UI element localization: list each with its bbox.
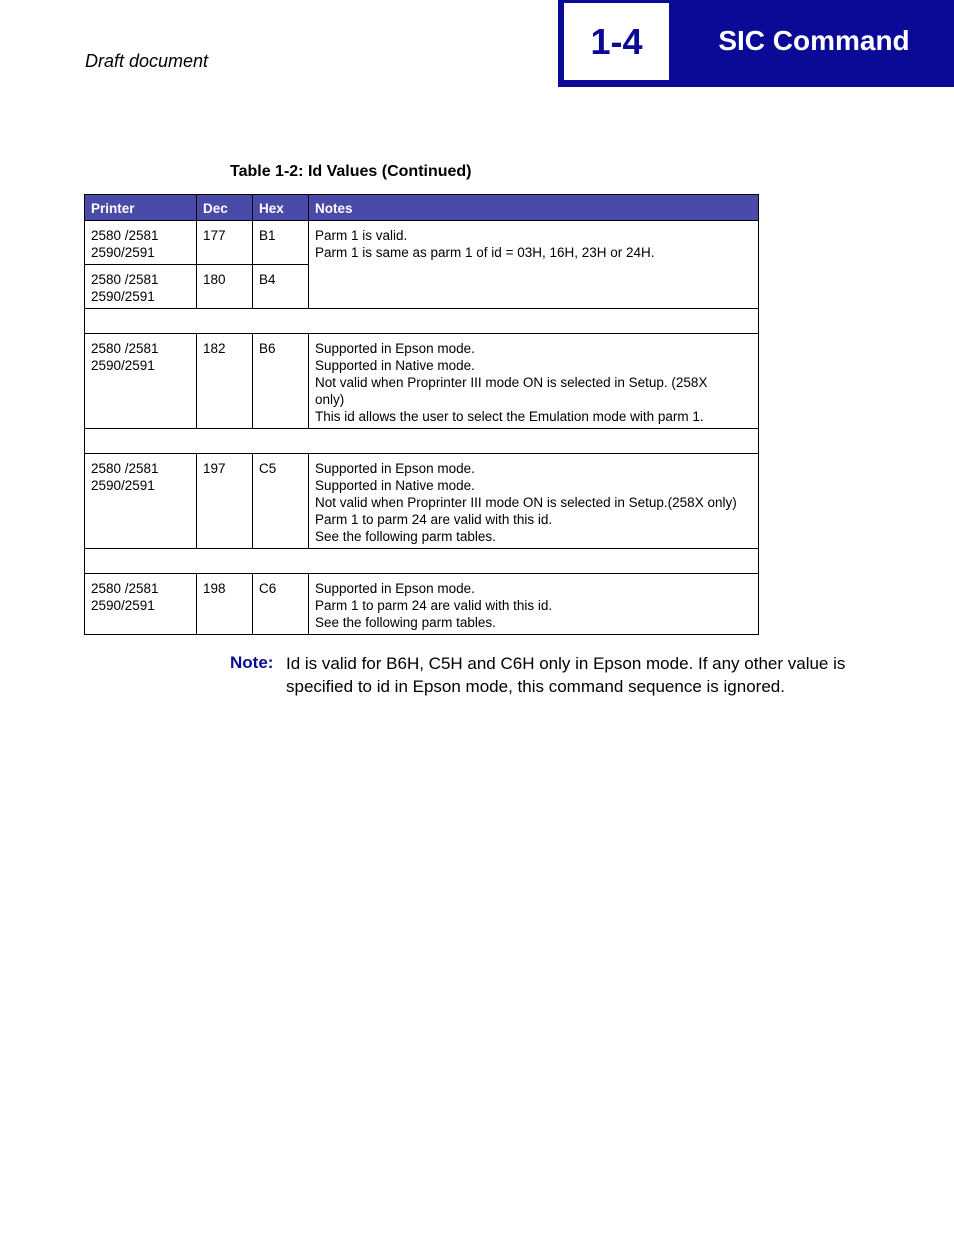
hex-cell: B1 [253, 221, 309, 265]
printer-line: 2580 /2581 [91, 461, 159, 476]
notes-cell [309, 334, 759, 429]
printer-line: 2590/2591 [91, 598, 155, 613]
spacer-cell [85, 429, 759, 454]
notes-line: Parm 1 to parm 24 are valid with this id. [315, 512, 553, 527]
notes-line: only) [315, 392, 345, 407]
hex-cell: B6 [253, 334, 309, 429]
printer-line: 2590/2591 [91, 478, 155, 493]
table-row [85, 454, 759, 549]
notes-line: Supported in Epson mode. [315, 341, 475, 356]
printer-line: 2580 /2581 [91, 341, 159, 356]
hex-cell: C6 [253, 574, 309, 635]
notes-line: Supported in Native mode. [315, 358, 475, 373]
printer-line: 2580 /2581 [91, 228, 159, 243]
draft-document-label: Draft document [85, 51, 209, 71]
notes-line: Supported in Epson mode. [315, 461, 475, 476]
id-values-table [84, 194, 759, 635]
notes-cell [309, 574, 759, 635]
note-label: Note: [230, 653, 274, 672]
column-header-dec: Dec [197, 195, 253, 221]
chapter-title: SIC Command [718, 25, 910, 56]
dec-cell: 198 [197, 574, 253, 635]
table-row [85, 574, 759, 635]
printer-cell [85, 454, 197, 549]
notes-line: Parm 1 is valid. [315, 228, 408, 243]
dec-cell: 197 [197, 454, 253, 549]
hex-cell: B4 [253, 265, 309, 309]
printer-line: 2580 /2581 [91, 272, 159, 287]
notes-line: See the following parm tables. [315, 529, 496, 544]
printer-line: 2590/2591 [91, 245, 155, 260]
printer-cell [85, 265, 197, 309]
table-spacer-row [85, 309, 759, 334]
notes-line: Not valid when Proprinter III mode ON is selected in Setup.(258X only) [315, 495, 737, 510]
table-header-row [85, 195, 759, 221]
table-row [85, 221, 759, 265]
notes-line: Not valid when Proprinter III mode ON is selected in Setup. (258X [315, 375, 708, 390]
printer-cell [85, 574, 197, 635]
notes-line: This id allows the user to select the Emulation mode with parm 1. [315, 409, 704, 424]
spacer-cell [85, 549, 759, 574]
hex-cell: C5 [253, 454, 309, 549]
table-spacer-row [85, 549, 759, 574]
printer-line: 2590/2591 [91, 289, 155, 304]
table-spacer-row [85, 429, 759, 454]
printer-cell [85, 221, 197, 265]
printer-line: 2580 /2581 [91, 581, 159, 596]
table-caption: Table 1-2: Id Values (Continued) [230, 163, 472, 180]
printer-cell [85, 334, 197, 429]
dec-cell: 182 [197, 334, 253, 429]
printer-line: 2590/2591 [91, 358, 155, 373]
column-header-hex: Hex [253, 195, 309, 221]
column-header-printer: Printer [85, 195, 197, 221]
notes-line: See the following parm tables. [315, 615, 496, 630]
notes-line: Parm 1 is same as parm 1 of id = 03H, 16H, 23H or 24H. [315, 245, 655, 260]
chapter-number: 1-4 [564, 3, 669, 80]
table-row [85, 334, 759, 429]
notes-line: Supported in Native mode. [315, 478, 475, 493]
column-header-notes: Notes [309, 195, 759, 221]
dec-cell: 180 [197, 265, 253, 309]
notes-line: Parm 1 to parm 24 are valid with this id. [315, 598, 553, 613]
notes-line: Supported in Epson mode. [315, 581, 475, 596]
notes-cell [309, 454, 759, 549]
spacer-cell [85, 309, 759, 334]
note-text: Id is valid for B6H, C5H and C6H only in Epson mode. If any other value is specified to id in Epson mode, this command sequence is ignored. [286, 654, 846, 696]
notes-cell [309, 221, 759, 309]
dec-cell: 177 [197, 221, 253, 265]
